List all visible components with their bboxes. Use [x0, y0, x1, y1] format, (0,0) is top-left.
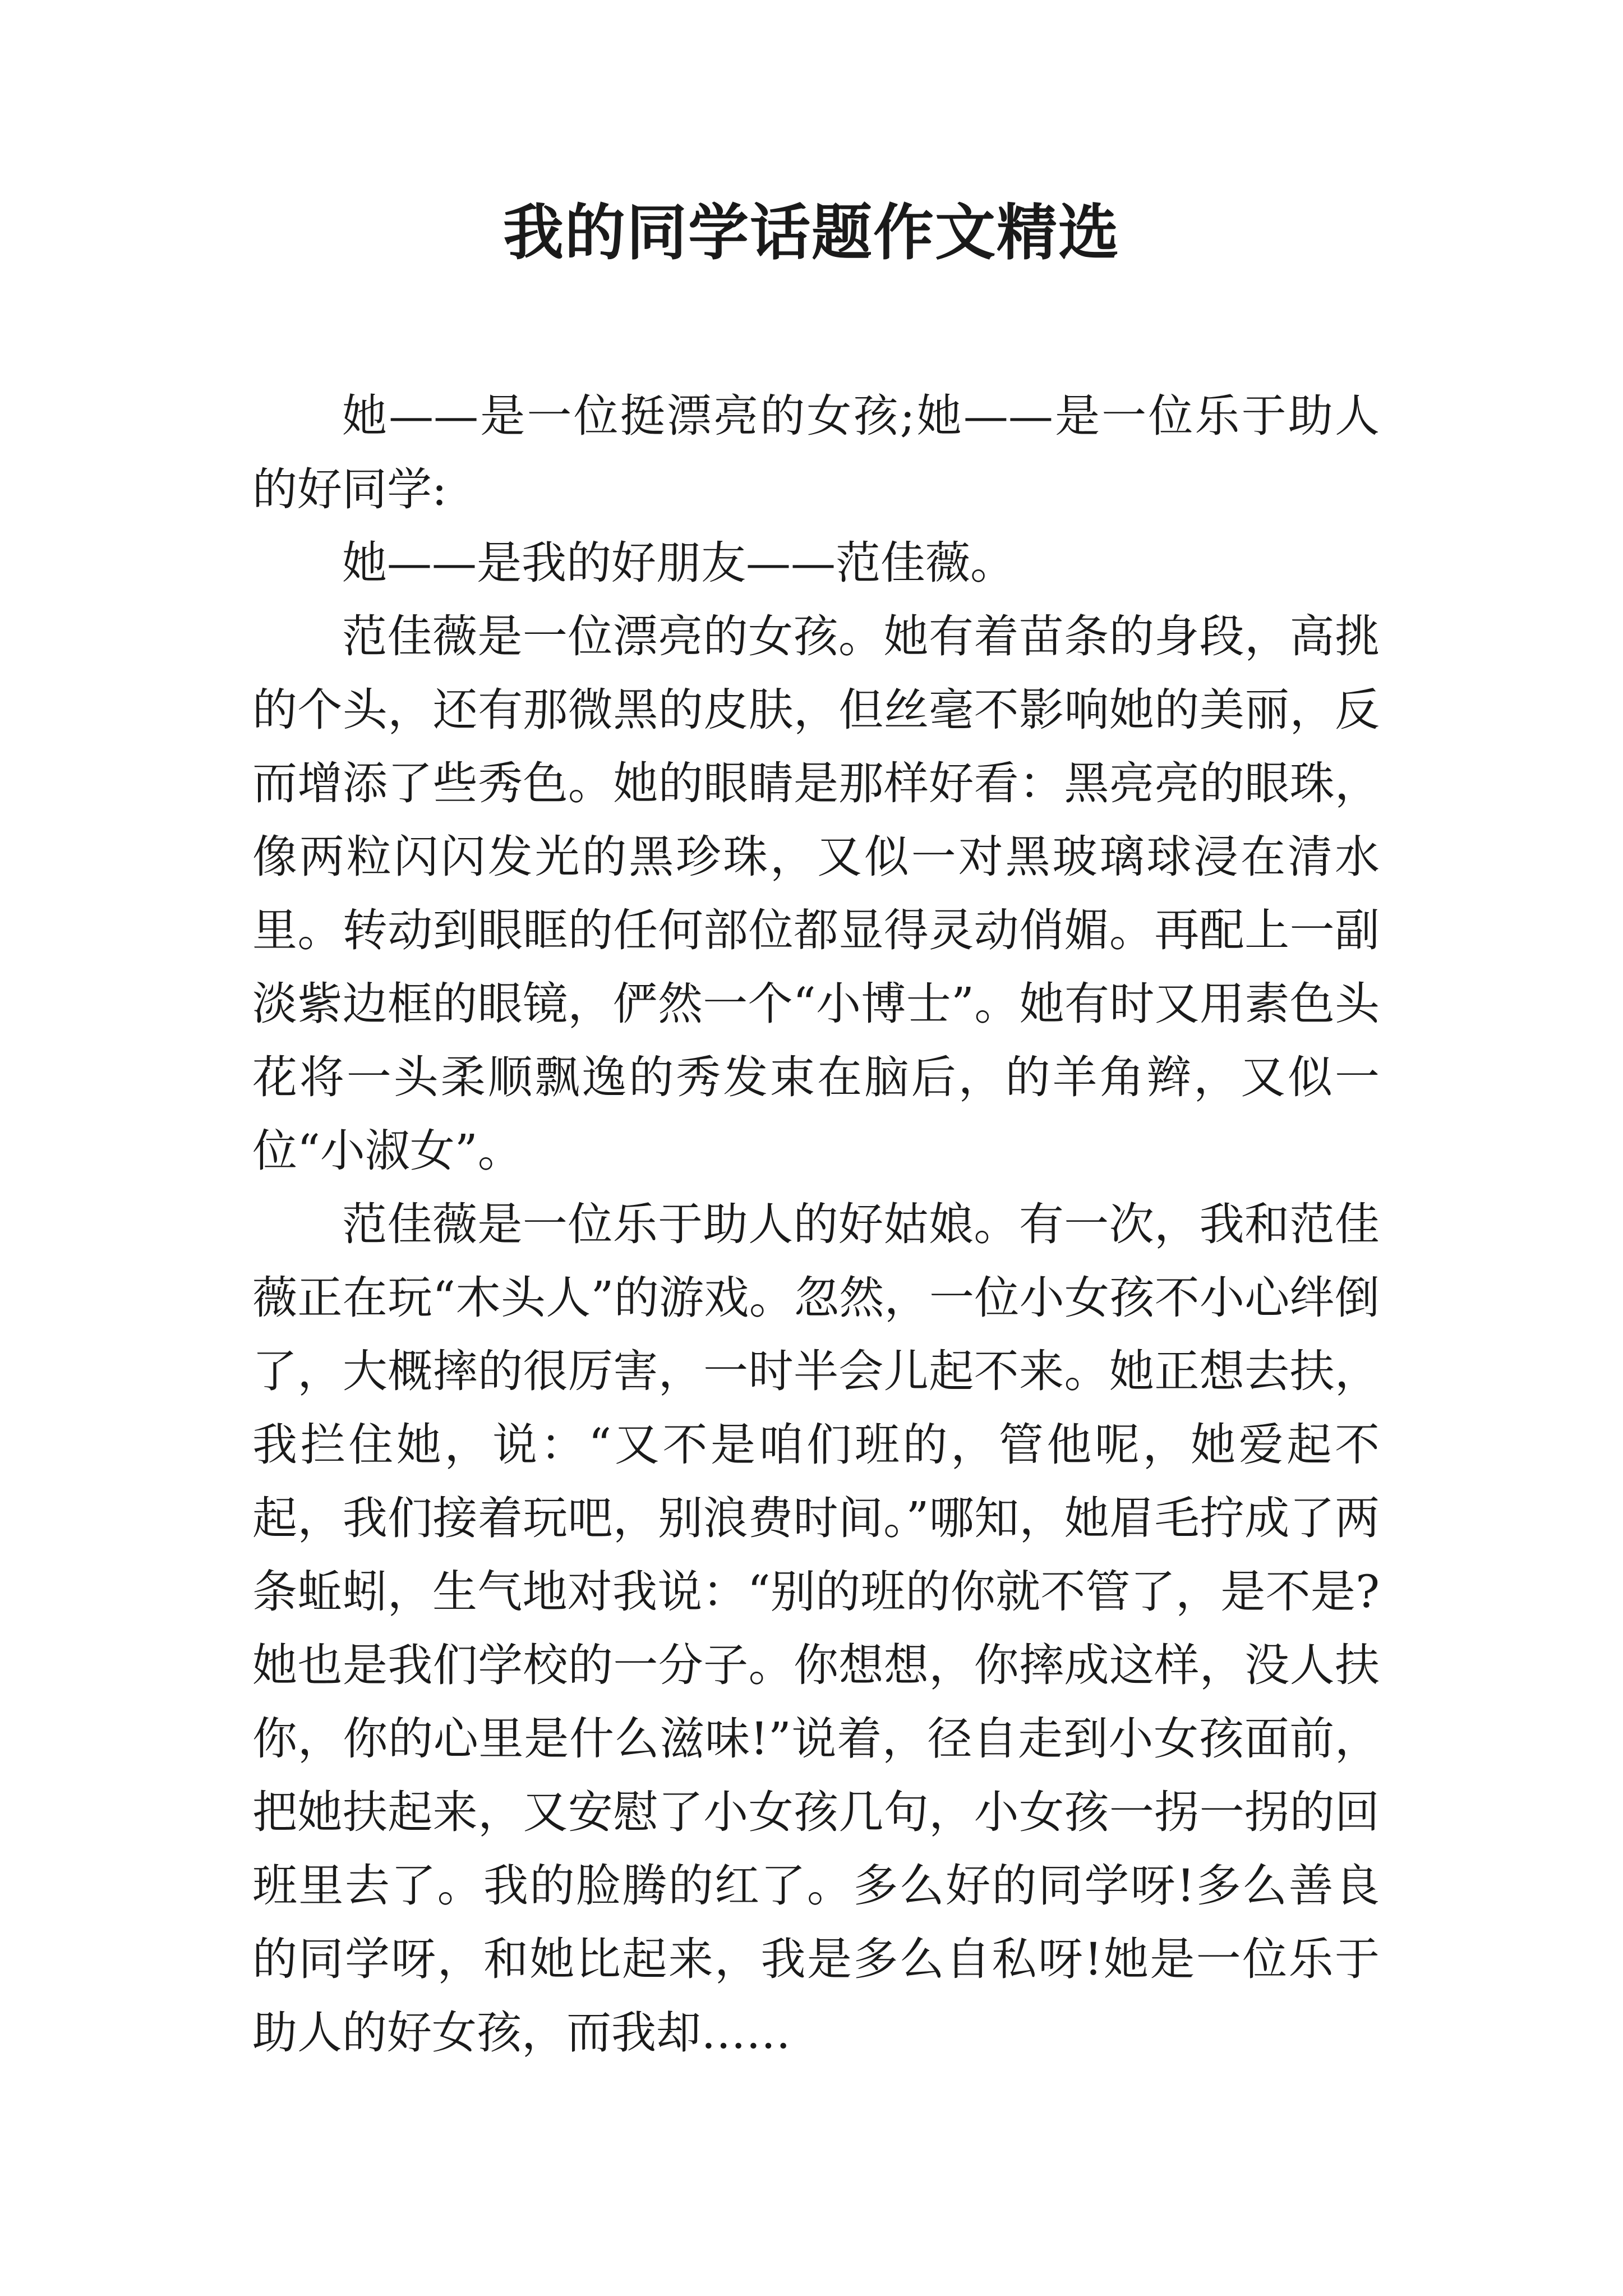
document-title: 我的同学话题作文精选 — [502, 197, 1120, 268]
paragraph-2: 她——是我的好朋友——范佳薇。 — [342, 537, 1015, 589]
paragraph-1: 她——是一位挺漂亮的女孩;她——是一位乐于助人的好同学: — [252, 390, 1380, 516]
paragraph-4: 范佳薇是一位乐于助人的好姑娘。有一次，我和范佳薇正在玩“木头人”的游戏。忽然，一位小女孩不小心绊倒了，大概摔的很厉害，一时半会儿起不来。她正想去扶，我拦住她，说：“又不是咱们班的，管他呢，她爱起不起，我们接着玩吧，别浪费时间。”哪知，她眉毛拧成了两条蚯蚓，生气地对我说：“别的班的你就不管了，是不是?她也是我们学校的一分子。你想想，你摔成这样，没人扶你，你的心里是什么滋味!”说着，径自走到小女孩面前，把她扶起来，又安慰了小女孩几句，小女孩一拐一拐的回班里去了。我的脸腾的红了。多么好的同学呀!多么善良的同学呀，和她比起来，我是多么自私呀!她是一位乐于助人的好女孩，而我却…… — [252, 1198, 1380, 2059]
document-body — [252, 379, 1380, 2069]
paragraph-3: 范佳薇是一位漂亮的女孩。她有着苗条的身段，高挑的个头，还有那微黑的皮肤，但丝毫不影响她的美丽，反而增添了些秀色。她的眼睛是那样好看：黑亮亮的眼珠，像两粒闪闪发光的黑珍珠，又似一对黑玻璃球浸在清水里。转动到眼眶的任何部位都显得灵动俏媚。再配上一副淡紫边框的眼镜，俨然一个“小博士”。她有时又用素色头花将一头柔顺飘逸的秀发束在脑后，的羊角辫，又似一位“小淑女”。 — [252, 610, 1380, 1177]
